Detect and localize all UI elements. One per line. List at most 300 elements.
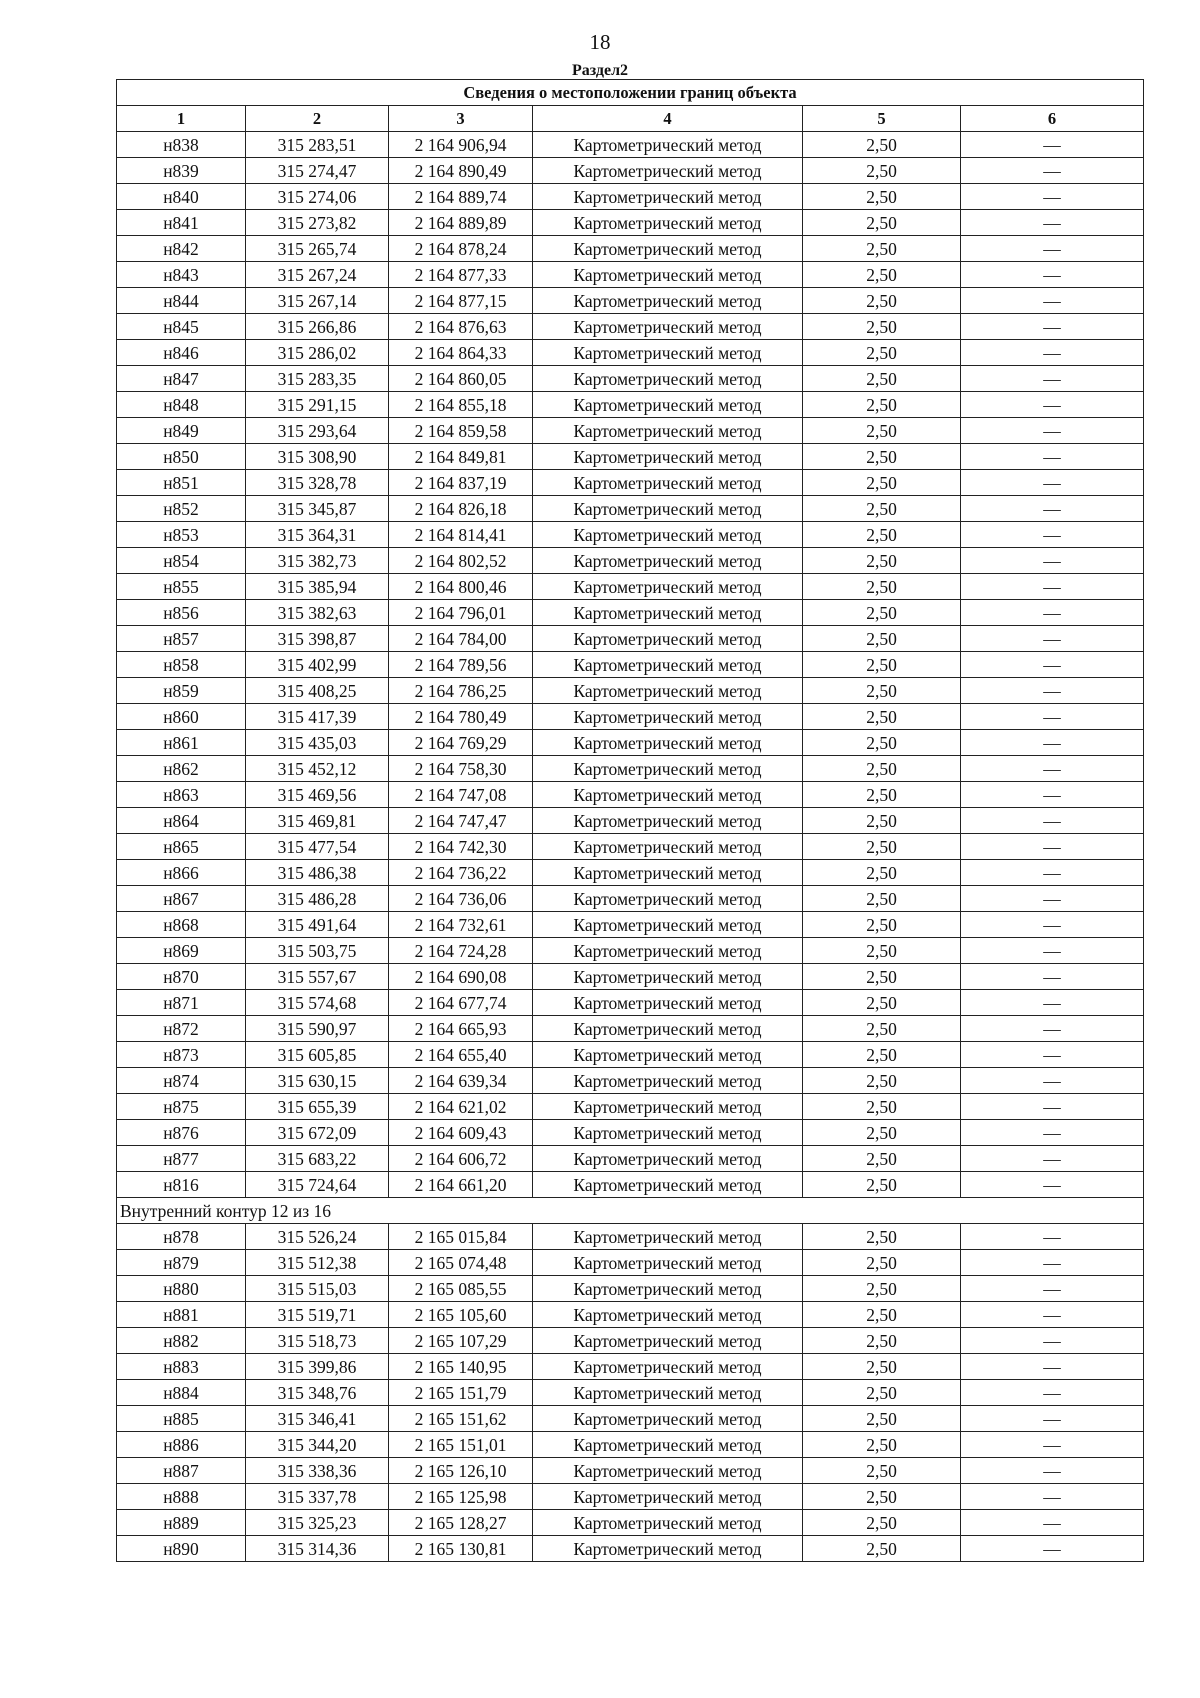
method-cell: Картометрический метод [533, 1042, 803, 1068]
accuracy-cell: 2,50 [803, 730, 961, 756]
y-coordinate-cell: 2 165 151,79 [389, 1380, 533, 1406]
y-coordinate-cell: 2 164 796,01 [389, 600, 533, 626]
note-cell: — [961, 1250, 1144, 1276]
x-coordinate-cell: 315 590,97 [246, 1016, 389, 1042]
x-coordinate-cell: 315 630,15 [246, 1068, 389, 1094]
accuracy-cell: 2,50 [803, 756, 961, 782]
point-name-cell: н888 [117, 1484, 246, 1510]
x-coordinate-cell: 315 293,64 [246, 418, 389, 444]
accuracy-cell: 2,50 [803, 132, 961, 158]
note-cell: — [961, 1536, 1144, 1562]
note-cell: — [961, 834, 1144, 860]
table-row [117, 1250, 1144, 1276]
note-cell: — [961, 964, 1144, 990]
x-coordinate-cell: 315 672,09 [246, 1120, 389, 1146]
point-name-cell: н838 [117, 132, 246, 158]
point-name-cell: н856 [117, 600, 246, 626]
note-cell: — [961, 496, 1144, 522]
accuracy-cell: 2,50 [803, 1172, 961, 1198]
section-title: Раздел2 [571, 62, 629, 79]
method-cell: Картометрический метод [533, 132, 803, 158]
y-coordinate-cell: 2 164 736,22 [389, 860, 533, 886]
y-coordinate-cell: 2 165 105,60 [389, 1302, 533, 1328]
x-coordinate-cell: 315 486,28 [246, 886, 389, 912]
y-coordinate-cell: 2 164 859,58 [389, 418, 533, 444]
method-cell: Картометрический метод [533, 1510, 803, 1536]
table-row [117, 470, 1144, 496]
x-coordinate-cell: 315 417,39 [246, 704, 389, 730]
accuracy-cell: 2,50 [803, 808, 961, 834]
point-name-cell: н843 [117, 262, 246, 288]
table-row [117, 834, 1144, 860]
table-row [117, 444, 1144, 470]
table-row [117, 1276, 1144, 1302]
column-number: 1 [117, 106, 246, 132]
accuracy-cell: 2,50 [803, 1458, 961, 1484]
y-coordinate-cell: 2 164 814,41 [389, 522, 533, 548]
column-number: 4 [533, 106, 803, 132]
note-cell: — [961, 158, 1144, 184]
y-coordinate-cell: 2 165 015,84 [389, 1224, 533, 1250]
y-coordinate-cell: 2 164 876,63 [389, 314, 533, 340]
point-name-cell: н871 [117, 990, 246, 1016]
accuracy-cell: 2,50 [803, 1276, 961, 1302]
note-cell: — [961, 1016, 1144, 1042]
x-coordinate-cell: 315 265,74 [246, 236, 389, 262]
note-cell: — [961, 1328, 1144, 1354]
x-coordinate-cell: 315 364,31 [246, 522, 389, 548]
table-row [117, 288, 1144, 314]
x-coordinate-cell: 315 348,76 [246, 1380, 389, 1406]
accuracy-cell: 2,50 [803, 860, 961, 886]
y-coordinate-cell: 2 164 890,49 [389, 158, 533, 184]
table-row [117, 132, 1144, 158]
point-name-cell: н846 [117, 340, 246, 366]
y-coordinate-cell: 2 164 855,18 [389, 392, 533, 418]
accuracy-cell: 2,50 [803, 184, 961, 210]
method-cell: Картометрический метод [533, 886, 803, 912]
method-cell: Картометрический метод [533, 678, 803, 704]
accuracy-cell: 2,50 [803, 704, 961, 730]
method-cell: Картометрический метод [533, 1458, 803, 1484]
point-name-cell: н858 [117, 652, 246, 678]
table-row [117, 1406, 1144, 1432]
x-coordinate-cell: 315 345,87 [246, 496, 389, 522]
method-cell: Картометрический метод [533, 1406, 803, 1432]
y-coordinate-cell: 2 164 906,94 [389, 132, 533, 158]
table-row [117, 184, 1144, 210]
contour-label: Внутренний контур 12 из 16 [117, 1198, 1144, 1224]
method-cell: Картометрический метод [533, 158, 803, 184]
y-coordinate-cell: 2 164 732,61 [389, 912, 533, 938]
method-cell: Картометрический метод [533, 1536, 803, 1562]
x-coordinate-cell: 315 291,15 [246, 392, 389, 418]
note-cell: — [961, 1042, 1144, 1068]
x-coordinate-cell: 315 325,23 [246, 1510, 389, 1536]
method-cell: Картометрический метод [533, 574, 803, 600]
x-coordinate-cell: 315 491,64 [246, 912, 389, 938]
point-name-cell: н880 [117, 1276, 246, 1302]
x-coordinate-cell: 315 518,73 [246, 1328, 389, 1354]
column-number-row [117, 106, 1144, 132]
table-caption-row [117, 80, 1144, 106]
x-coordinate-cell: 315 283,35 [246, 366, 389, 392]
note-cell: — [961, 1354, 1144, 1380]
y-coordinate-cell: 2 165 128,27 [389, 1510, 533, 1536]
note-cell: — [961, 262, 1144, 288]
y-coordinate-cell: 2 164 724,28 [389, 938, 533, 964]
note-cell: — [961, 1510, 1144, 1536]
accuracy-cell: 2,50 [803, 340, 961, 366]
table-row [117, 366, 1144, 392]
method-cell: Картометрический метод [533, 236, 803, 262]
x-coordinate-cell: 315 477,54 [246, 834, 389, 860]
y-coordinate-cell: 2 164 837,19 [389, 470, 533, 496]
table-row [117, 548, 1144, 574]
point-name-cell: н848 [117, 392, 246, 418]
point-name-cell: н861 [117, 730, 246, 756]
point-name-cell: н866 [117, 860, 246, 886]
point-name-cell: н852 [117, 496, 246, 522]
note-cell: — [961, 730, 1144, 756]
note-cell: — [961, 626, 1144, 652]
x-coordinate-cell: 315 512,38 [246, 1250, 389, 1276]
table-row [117, 1328, 1144, 1354]
note-cell: — [961, 236, 1144, 262]
table-row [117, 808, 1144, 834]
table-row [117, 652, 1144, 678]
note-cell: — [961, 392, 1144, 418]
x-coordinate-cell: 315 515,03 [246, 1276, 389, 1302]
accuracy-cell: 2,50 [803, 548, 961, 574]
note-cell: — [961, 1120, 1144, 1146]
x-coordinate-cell: 315 574,68 [246, 990, 389, 1016]
point-name-cell: н854 [117, 548, 246, 574]
x-coordinate-cell: 315 557,67 [246, 964, 389, 990]
point-name-cell: н853 [117, 522, 246, 548]
point-name-cell: н867 [117, 886, 246, 912]
table-body [117, 80, 1144, 1562]
y-coordinate-cell: 2 164 639,34 [389, 1068, 533, 1094]
y-coordinate-cell: 2 165 130,81 [389, 1536, 533, 1562]
note-cell: — [961, 600, 1144, 626]
x-coordinate-cell: 315 724,64 [246, 1172, 389, 1198]
x-coordinate-cell: 315 399,86 [246, 1354, 389, 1380]
y-coordinate-cell: 2 164 661,20 [389, 1172, 533, 1198]
method-cell: Картометрический метод [533, 1302, 803, 1328]
y-coordinate-cell: 2 164 606,72 [389, 1146, 533, 1172]
method-cell: Картометрический метод [533, 964, 803, 990]
table-row [117, 730, 1144, 756]
note-cell: — [961, 1172, 1144, 1198]
accuracy-cell: 2,50 [803, 1432, 961, 1458]
method-cell: Картометрический метод [533, 782, 803, 808]
note-cell: — [961, 418, 1144, 444]
accuracy-cell: 2,50 [803, 1094, 961, 1120]
y-coordinate-cell: 2 165 107,29 [389, 1328, 533, 1354]
table-row [117, 1432, 1144, 1458]
x-coordinate-cell: 315 469,56 [246, 782, 389, 808]
method-cell: Картометрический метод [533, 860, 803, 886]
method-cell: Картометрический метод [533, 1172, 803, 1198]
y-coordinate-cell: 2 164 690,08 [389, 964, 533, 990]
point-name-cell: н881 [117, 1302, 246, 1328]
method-cell: Картометрический метод [533, 704, 803, 730]
accuracy-cell: 2,50 [803, 1484, 961, 1510]
point-name-cell: н889 [117, 1510, 246, 1536]
method-cell: Картометрический метод [533, 496, 803, 522]
accuracy-cell: 2,50 [803, 1068, 961, 1094]
table-row [117, 496, 1144, 522]
point-name-cell: н842 [117, 236, 246, 262]
note-cell: — [961, 210, 1144, 236]
y-coordinate-cell: 2 165 140,95 [389, 1354, 533, 1380]
method-cell: Картометрический метод [533, 600, 803, 626]
table-row [117, 1068, 1144, 1094]
x-coordinate-cell: 315 452,12 [246, 756, 389, 782]
point-name-cell: н855 [117, 574, 246, 600]
method-cell: Картометрический метод [533, 1276, 803, 1302]
point-name-cell: н841 [117, 210, 246, 236]
point-name-cell: н887 [117, 1458, 246, 1484]
page-number: 18 [589, 30, 611, 54]
note-cell: — [961, 1224, 1144, 1250]
note-cell: — [961, 1068, 1144, 1094]
note-cell: — [961, 1432, 1144, 1458]
x-coordinate-cell: 315 385,94 [246, 574, 389, 600]
y-coordinate-cell: 2 165 151,62 [389, 1406, 533, 1432]
table-row [117, 392, 1144, 418]
accuracy-cell: 2,50 [803, 236, 961, 262]
x-coordinate-cell: 315 314,36 [246, 1536, 389, 1562]
table-row [117, 1536, 1144, 1562]
method-cell: Картометрический метод [533, 1068, 803, 1094]
point-name-cell: н844 [117, 288, 246, 314]
x-coordinate-cell: 315 273,82 [246, 210, 389, 236]
table-row [117, 236, 1144, 262]
x-coordinate-cell: 315 338,36 [246, 1458, 389, 1484]
point-name-cell: н839 [117, 158, 246, 184]
accuracy-cell: 2,50 [803, 1042, 961, 1068]
point-name-cell: н885 [117, 1406, 246, 1432]
method-cell: Картометрический метод [533, 1328, 803, 1354]
accuracy-cell: 2,50 [803, 158, 961, 184]
point-name-cell: н847 [117, 366, 246, 392]
method-cell: Картометрический метод [533, 1120, 803, 1146]
point-name-cell: н886 [117, 1432, 246, 1458]
accuracy-cell: 2,50 [803, 912, 961, 938]
accuracy-cell: 2,50 [803, 886, 961, 912]
accuracy-cell: 2,50 [803, 834, 961, 860]
method-cell: Картометрический метод [533, 1380, 803, 1406]
table-row [117, 1224, 1144, 1250]
note-cell: — [961, 522, 1144, 548]
y-coordinate-cell: 2 164 784,00 [389, 626, 533, 652]
y-coordinate-cell: 2 164 747,47 [389, 808, 533, 834]
y-coordinate-cell: 2 164 889,89 [389, 210, 533, 236]
method-cell: Картометрический метод [533, 288, 803, 314]
y-coordinate-cell: 2 164 742,30 [389, 834, 533, 860]
table-row [117, 262, 1144, 288]
point-name-cell: н879 [117, 1250, 246, 1276]
point-name-cell: н860 [117, 704, 246, 730]
method-cell: Картометрический метод [533, 1432, 803, 1458]
note-cell: — [961, 808, 1144, 834]
x-coordinate-cell: 315 382,73 [246, 548, 389, 574]
table-row [117, 782, 1144, 808]
x-coordinate-cell: 315 283,51 [246, 132, 389, 158]
note-cell: — [961, 756, 1144, 782]
accuracy-cell: 2,50 [803, 1224, 961, 1250]
x-coordinate-cell: 315 274,06 [246, 184, 389, 210]
point-name-cell: н840 [117, 184, 246, 210]
accuracy-cell: 2,50 [803, 1510, 961, 1536]
note-cell: — [961, 314, 1144, 340]
method-cell: Картометрический метод [533, 1250, 803, 1276]
table-row [117, 1146, 1144, 1172]
table-row [117, 1484, 1144, 1510]
accuracy-cell: 2,50 [803, 262, 961, 288]
y-coordinate-cell: 2 164 677,74 [389, 990, 533, 1016]
note-cell: — [961, 132, 1144, 158]
method-cell: Картометрический метод [533, 1094, 803, 1120]
accuracy-cell: 2,50 [803, 626, 961, 652]
table-row [117, 1510, 1144, 1536]
point-name-cell: н851 [117, 470, 246, 496]
method-cell: Картометрический метод [533, 366, 803, 392]
point-name-cell: н890 [117, 1536, 246, 1562]
accuracy-cell: 2,50 [803, 1146, 961, 1172]
table-row [117, 990, 1144, 1016]
method-cell: Картометрический метод [533, 184, 803, 210]
point-name-cell: н865 [117, 834, 246, 860]
x-coordinate-cell: 315 382,63 [246, 600, 389, 626]
table-row [117, 1042, 1144, 1068]
y-coordinate-cell: 2 164 736,06 [389, 886, 533, 912]
note-cell: — [961, 444, 1144, 470]
note-cell: — [961, 704, 1144, 730]
column-number: 5 [803, 106, 961, 132]
table-row [117, 704, 1144, 730]
accuracy-cell: 2,50 [803, 600, 961, 626]
method-cell: Картометрический метод [533, 522, 803, 548]
table-row [117, 1380, 1144, 1406]
table-caption: Сведения о местоположении границ объекта [117, 80, 1144, 106]
x-coordinate-cell: 315 308,90 [246, 444, 389, 470]
point-name-cell: н873 [117, 1042, 246, 1068]
table-row [117, 1016, 1144, 1042]
method-cell: Картометрический метод [533, 210, 803, 236]
table-row [117, 1302, 1144, 1328]
point-name-cell: н883 [117, 1354, 246, 1380]
x-coordinate-cell: 315 526,24 [246, 1224, 389, 1250]
accuracy-cell: 2,50 [803, 574, 961, 600]
note-cell: — [961, 912, 1144, 938]
x-coordinate-cell: 315 274,47 [246, 158, 389, 184]
accuracy-cell: 2,50 [803, 444, 961, 470]
column-number: 2 [246, 106, 389, 132]
accuracy-cell: 2,50 [803, 1328, 961, 1354]
table-row [117, 886, 1144, 912]
accuracy-cell: 2,50 [803, 1016, 961, 1042]
method-cell: Картометрический метод [533, 392, 803, 418]
table-row [117, 600, 1144, 626]
y-coordinate-cell: 2 164 780,49 [389, 704, 533, 730]
y-coordinate-cell: 2 164 609,43 [389, 1120, 533, 1146]
y-coordinate-cell: 2 164 621,02 [389, 1094, 533, 1120]
accuracy-cell: 2,50 [803, 1354, 961, 1380]
method-cell: Картометрический метод [533, 938, 803, 964]
y-coordinate-cell: 2 164 860,05 [389, 366, 533, 392]
note-cell: — [961, 574, 1144, 600]
accuracy-cell: 2,50 [803, 1406, 961, 1432]
point-name-cell: н875 [117, 1094, 246, 1120]
note-cell: — [961, 782, 1144, 808]
accuracy-cell: 2,50 [803, 1302, 961, 1328]
accuracy-cell: 2,50 [803, 678, 961, 704]
point-name-cell: н874 [117, 1068, 246, 1094]
accuracy-cell: 2,50 [803, 1250, 961, 1276]
x-coordinate-cell: 315 267,24 [246, 262, 389, 288]
point-name-cell: н864 [117, 808, 246, 834]
point-name-cell: н872 [117, 1016, 246, 1042]
table-row [117, 1354, 1144, 1380]
y-coordinate-cell: 2 164 758,30 [389, 756, 533, 782]
x-coordinate-cell: 315 683,22 [246, 1146, 389, 1172]
table-row [117, 938, 1144, 964]
method-cell: Картометрический метод [533, 1016, 803, 1042]
point-name-cell: н862 [117, 756, 246, 782]
note-cell: — [961, 288, 1144, 314]
accuracy-cell: 2,50 [803, 1380, 961, 1406]
x-coordinate-cell: 315 337,78 [246, 1484, 389, 1510]
table-row [117, 1120, 1144, 1146]
table-row [117, 522, 1144, 548]
accuracy-cell: 2,50 [803, 418, 961, 444]
table-row [117, 418, 1144, 444]
point-name-cell: н884 [117, 1380, 246, 1406]
y-coordinate-cell: 2 164 849,81 [389, 444, 533, 470]
table-row [117, 756, 1144, 782]
y-coordinate-cell: 2 164 665,93 [389, 1016, 533, 1042]
point-name-cell: н868 [117, 912, 246, 938]
x-coordinate-cell: 315 435,03 [246, 730, 389, 756]
note-cell: — [961, 678, 1144, 704]
table-row [117, 860, 1144, 886]
note-cell: — [961, 1094, 1144, 1120]
note-cell: — [961, 1146, 1144, 1172]
method-cell: Картометрический метод [533, 652, 803, 678]
accuracy-cell: 2,50 [803, 366, 961, 392]
point-name-cell: н857 [117, 626, 246, 652]
table-row [117, 626, 1144, 652]
table-row [117, 574, 1144, 600]
y-coordinate-cell: 2 164 769,29 [389, 730, 533, 756]
point-name-cell: н877 [117, 1146, 246, 1172]
accuracy-cell: 2,50 [803, 964, 961, 990]
table-row [117, 912, 1144, 938]
point-name-cell: н870 [117, 964, 246, 990]
note-cell: — [961, 548, 1144, 574]
method-cell: Картометрический метод [533, 548, 803, 574]
note-cell: — [961, 990, 1144, 1016]
method-cell: Картометрический метод [533, 1224, 803, 1250]
note-cell: — [961, 1380, 1144, 1406]
x-coordinate-cell: 315 398,87 [246, 626, 389, 652]
x-coordinate-cell: 315 655,39 [246, 1094, 389, 1120]
x-coordinate-cell: 315 267,14 [246, 288, 389, 314]
point-name-cell: н849 [117, 418, 246, 444]
